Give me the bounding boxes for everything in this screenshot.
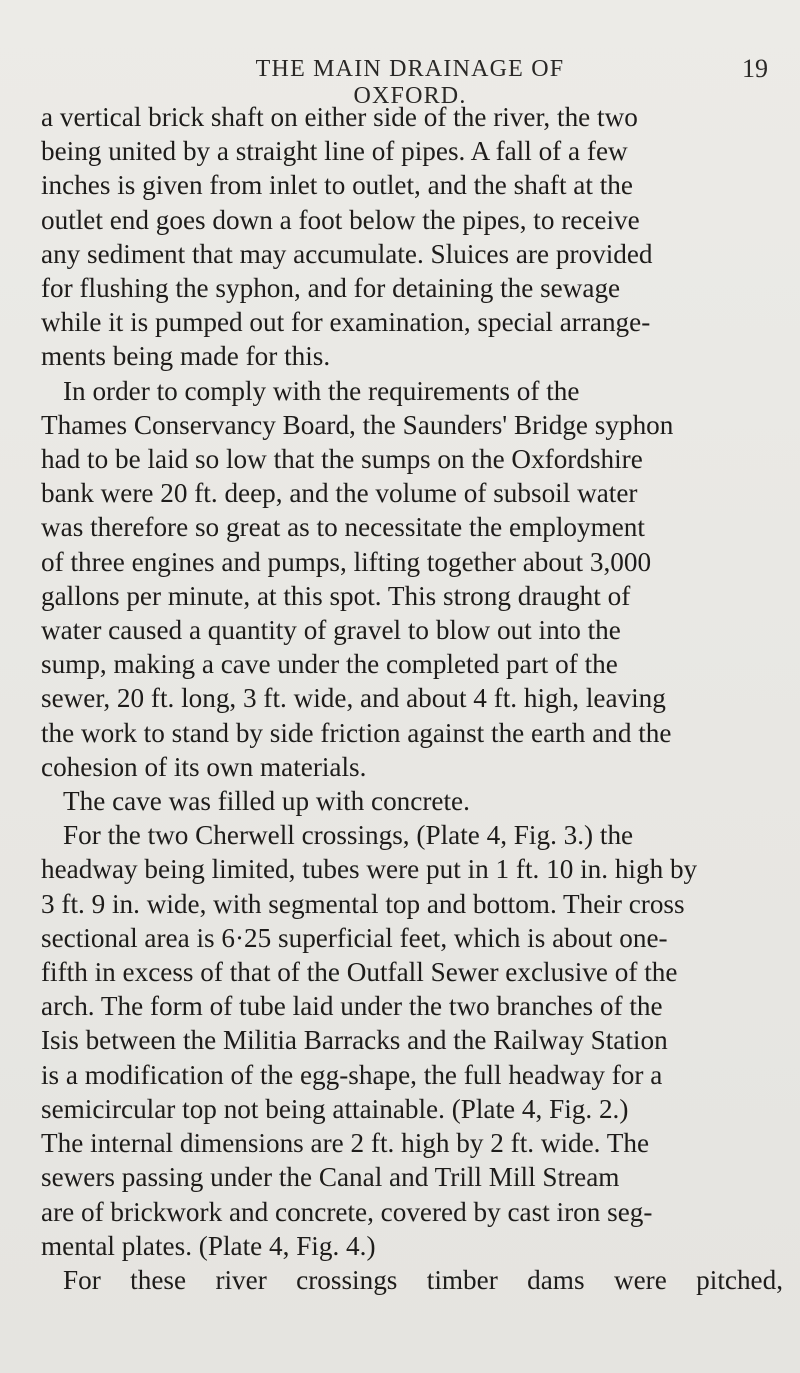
- text-line: had to be laid so low that the sumps on the Oxfordshire: [41, 444, 643, 475]
- text-line: a vertical brick shaft on either side of the river, the two: [41, 102, 638, 132]
- text-line: Isis between the Militia Barracks and the Railway Station: [41, 1025, 668, 1056]
- text-line: water caused a quantity of gravel to blow out into the: [41, 615, 621, 646]
- page-number: 19: [742, 54, 768, 83]
- paragraph-cave-filled: [41, 784, 783, 818]
- text-line: Thames Conservancy Board, the Saunders' Bridge syphon: [41, 409, 674, 440]
- text-line: gallons per minute, at this spot. This strong draught of: [41, 580, 631, 611]
- paragraph-timber-dams: [41, 1263, 783, 1297]
- text-line: For these river crossings timber dams were pitched,: [63, 1264, 783, 1295]
- text-line: sewers passing under the Canal and Trill Mill Stream: [41, 1162, 620, 1193]
- text-line: any sediment that may accumulate. Sluices are provided: [41, 238, 653, 269]
- paragraph-cherwell-crossings: [41, 818, 783, 1263]
- text-line: mental plates. (Plate 4, Fig. 4.): [41, 1230, 376, 1261]
- text-line: inches is given from inlet to outlet, and the shaft at the: [41, 170, 633, 201]
- text-line: is a modification of the egg-shape, the full headway for a: [41, 1059, 663, 1090]
- text-line: arch. The form of tube laid under the two branches of the: [41, 991, 663, 1022]
- text-line: was therefore so great as to necessitate the employment: [41, 512, 645, 543]
- text-line: sump, making a cave under the completed part of the: [41, 649, 618, 680]
- text-line: while it is pumped out for examination, special arrange-: [41, 307, 651, 338]
- text-line: The cave was filled up with concrete.: [63, 786, 470, 817]
- text-line: ments being made for this.: [41, 341, 331, 372]
- text-line: For the two Cherwell crossings, (Plate 4, Fig. 3.) the: [63, 820, 634, 851]
- body-text: [41, 100, 783, 1297]
- text-line: fifth in excess of that of the Outfall Sewer exclusive of the: [41, 957, 678, 988]
- text-line: headway being limited, tubes were put in 1 ft. 10 in. high by: [41, 854, 698, 885]
- paragraph-syphon-shafts: [41, 100, 783, 374]
- text-line: outlet end goes down a foot below the pipes, to receive: [41, 204, 640, 235]
- text-line: semicircular top not being attainable. (Plate 4, Fig. 2.): [41, 1093, 629, 1124]
- text-line: 3 ft. 9 in. wide, with segmental top and bottom. Their cross: [41, 888, 685, 919]
- text-line: the work to stand by side friction against the earth and the: [41, 717, 672, 748]
- paragraph-saunders-bridge: [41, 374, 783, 784]
- text-line: of three engines and pumps, lifting together about 3,000: [41, 546, 652, 577]
- text-line: sewer, 20 ft. long, 3 ft. wide, and about 4 ft. high, leaving: [41, 683, 666, 714]
- text-line: for flushing the syphon, and for detaining the sewage: [41, 273, 621, 304]
- text-line: sectional area is 6·25 superficial feet, which is about one-: [41, 922, 668, 953]
- text-line: bank were 20 ft. deep, and the volume of subsoil water: [41, 478, 638, 509]
- text-line: cohesion of its own materials.: [41, 751, 367, 782]
- running-title: THE MAIN DRAINAGE OF OXFORD.: [255, 56, 565, 109]
- text-line: The internal dimensions are 2 ft. high by 2 ft. wide. The: [41, 1128, 650, 1159]
- text-line: are of brickwork and concrete, covered by cast iron seg-: [41, 1196, 653, 1227]
- text-line: being united by a straight line of pipes. A fall of a few: [41, 136, 628, 167]
- text-line: In order to comply with the requirements of the: [63, 375, 580, 406]
